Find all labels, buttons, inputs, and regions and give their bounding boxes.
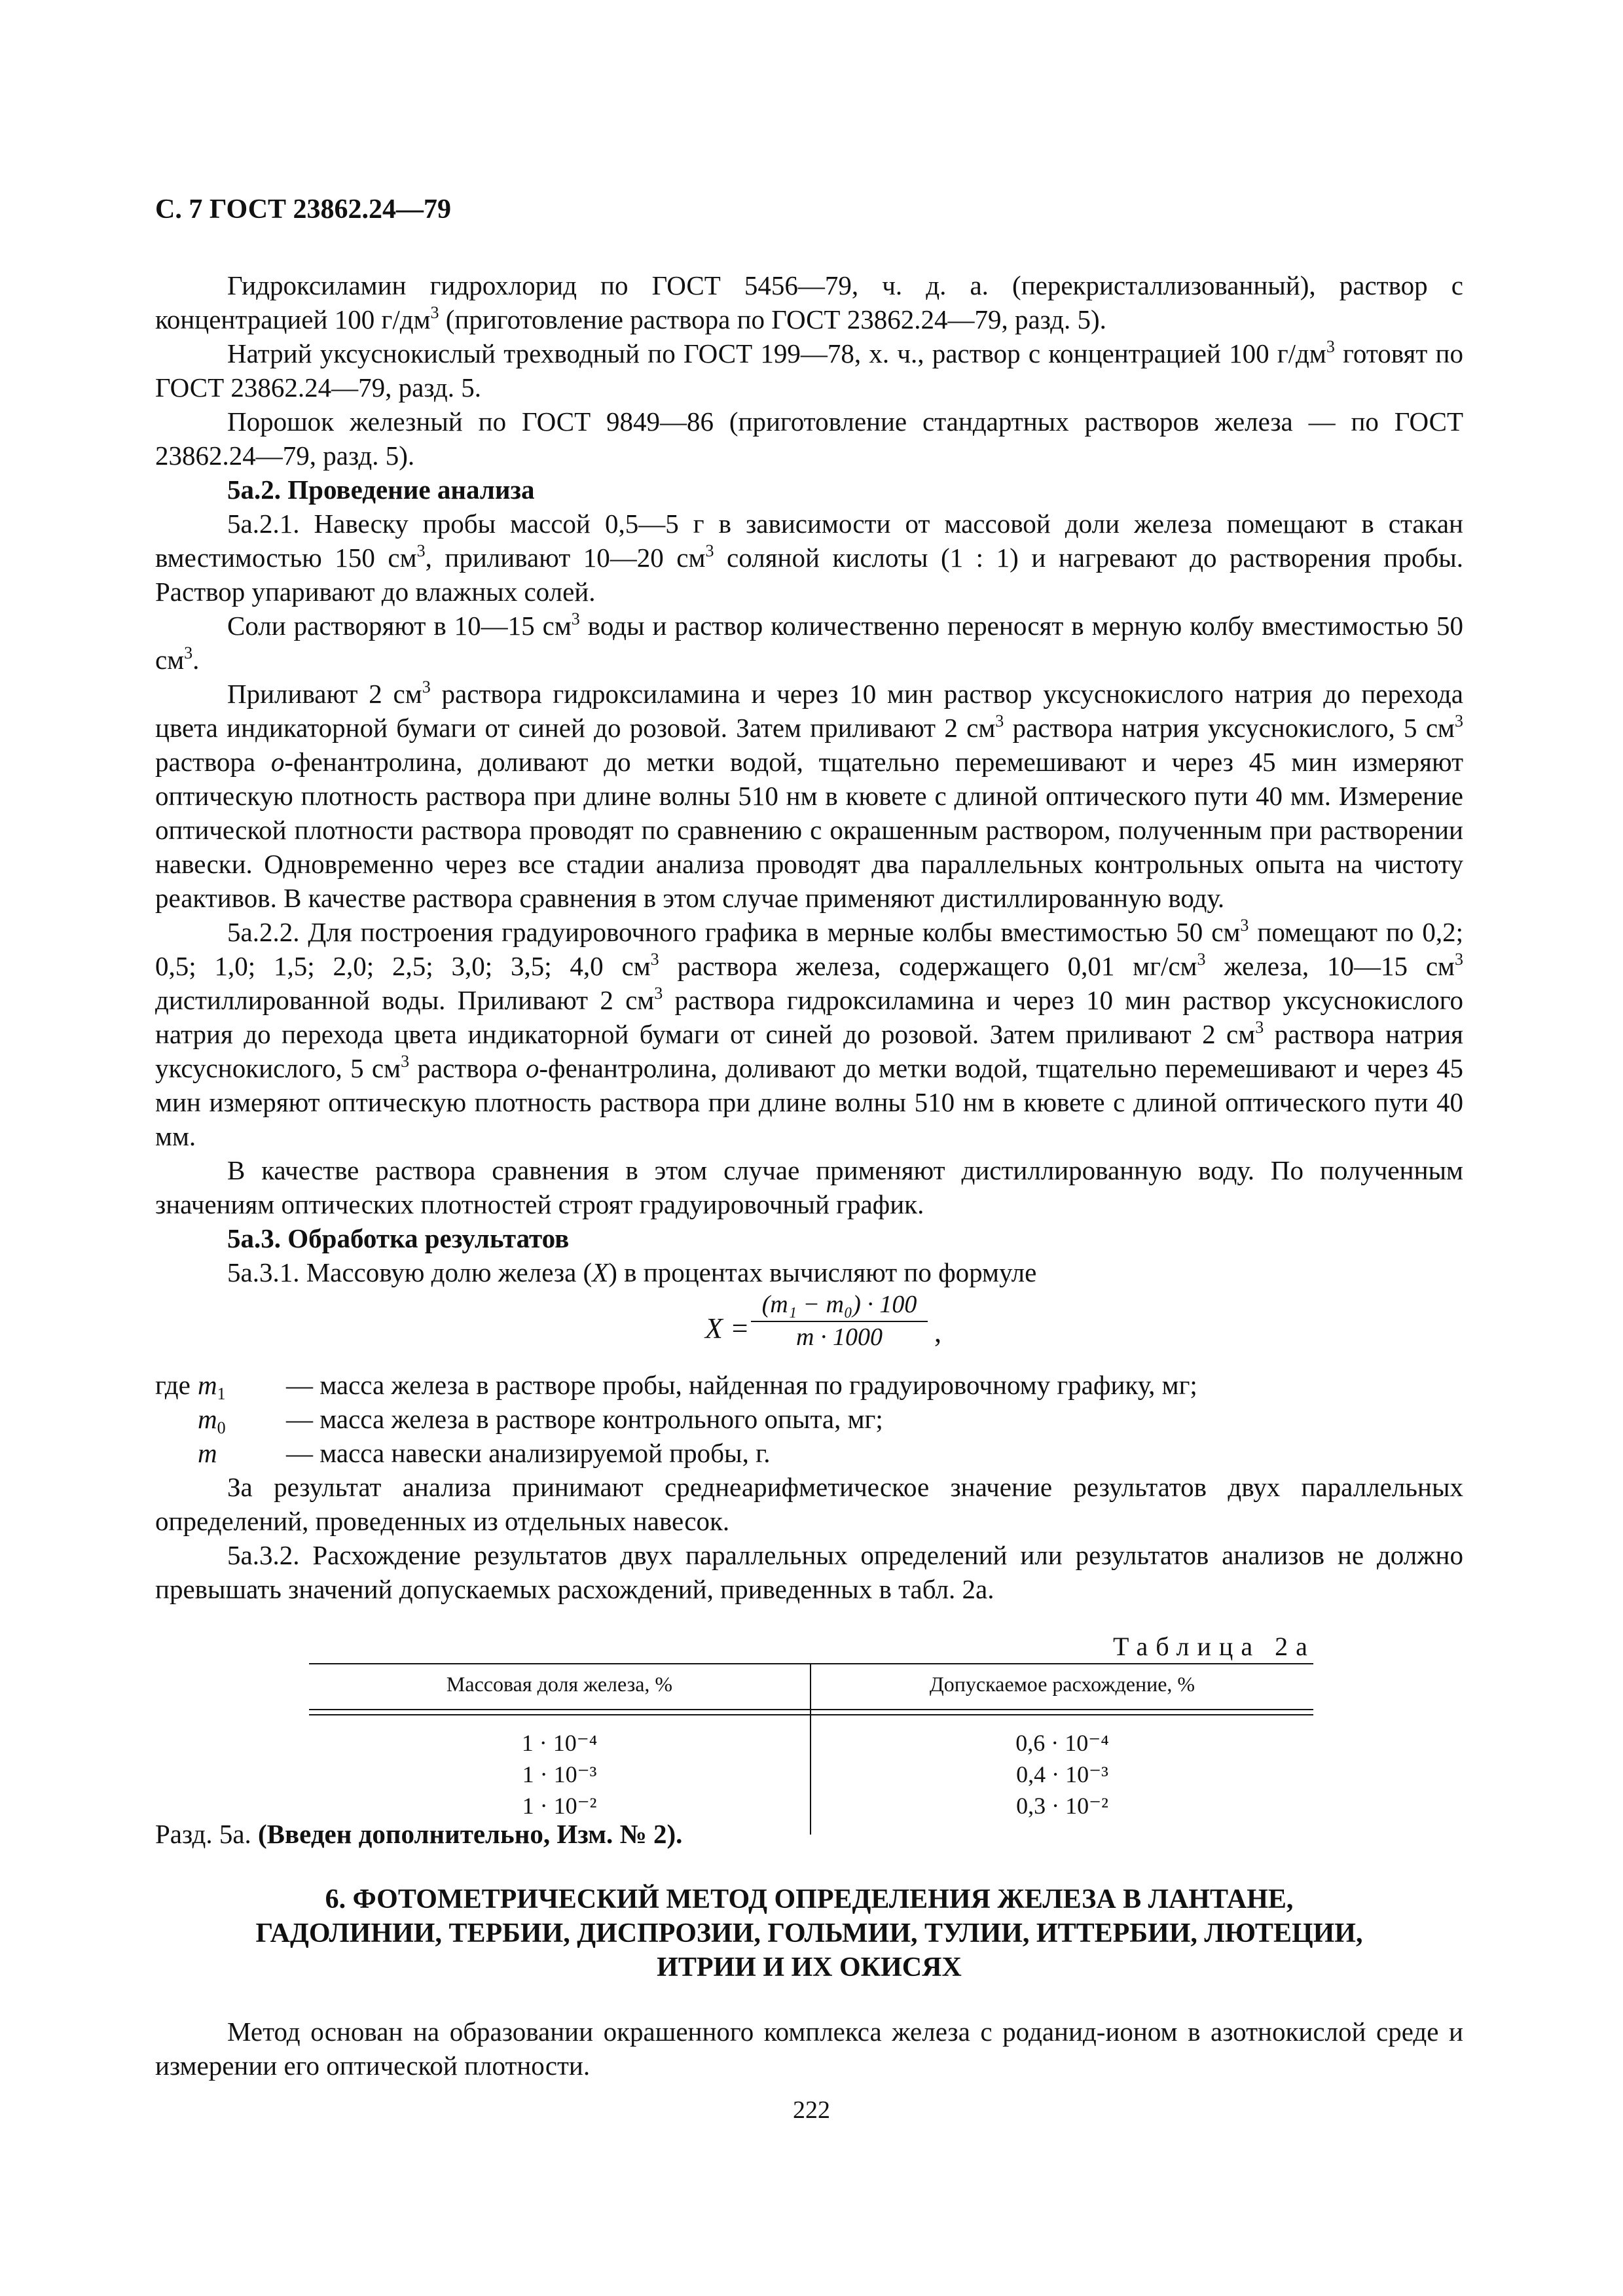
paragraph: Метод основан на образовании окрашенного комплекса железа с роданид-ионом в азотнокислой среде и измерении его оптической плотности. [155, 2017, 1463, 2081]
formula-numerator: (m₁ − m₀) · 100 [751, 1289, 928, 1322]
text-run: ) в процентах вычисляют по формуле [608, 1257, 1037, 1287]
where-prefix: где [155, 1370, 191, 1400]
formula-fraction [751, 1289, 928, 1352]
text-run: (приготовление раствора по ГОСТ 23862.24—79, разд. 5). [439, 304, 1106, 334]
superscript: 3 [401, 1052, 410, 1071]
formula-tail: , [934, 1316, 941, 1348]
italic-run: X [592, 1257, 609, 1287]
superscript: 3 [650, 950, 659, 969]
section-heading: 5а.2. Проведение анализа [227, 475, 535, 505]
text-run: раствора натрия уксуснокислого, 5 см [155, 1019, 1463, 1083]
subscript: 0 [217, 1418, 226, 1437]
amendment-note [155, 1818, 682, 1850]
table-2a [309, 1663, 1313, 1840]
table-rule [309, 1663, 1313, 1664]
table-column-mass-fraction [309, 1727, 810, 1821]
section-6-title [155, 1882, 1463, 1984]
title-line: ИТРИИ И ИХ ОКИСЯХ [657, 1952, 962, 1982]
superscript: 3 [1240, 916, 1249, 935]
text-run: готовят по ГОСТ 23862.24—79, разд. 5. [155, 338, 1463, 403]
superscript: 3 [430, 303, 439, 322]
text-run: Гидроксиламин гидрохлорид по ГОСТ 5456—79, ч. д. а. (перекристаллизованный), раствор с концентрацией 100 г/дм [155, 270, 1463, 334]
paragraph [155, 507, 1463, 609]
text-run: Приливают 2 см [227, 679, 422, 709]
text-run: помещают по 0,2; 0,5; 1,0; 1,5; 2,0; 2,5; 3,0; 3,5; 4,0 см [155, 917, 1463, 981]
text-run: раствора железа, содержащего 0,01 мг/см [659, 951, 1197, 981]
text-run: раствора [409, 1053, 526, 1083]
table-cell: 0,3 · 10⁻² [1016, 1793, 1108, 1819]
title-line: 6. ФОТОМЕТРИЧЕСКИЙ МЕТОД ОПРЕДЕЛЕНИЯ ЖЕЛЕЗА В ЛАНТАНЕ, [325, 1884, 1294, 1914]
superscript: 3 [654, 984, 663, 1003]
where-symbol [198, 1368, 226, 1402]
paragraph [155, 677, 1463, 915]
text-run: раствора гидроксиламина и через 10 мин раствор уксуснокислого натрия до перехода цвета индикаторной бумаги от синей до розовой. Затем приливают 2 см [155, 679, 1463, 743]
running-header: С. 7 ГОСТ 23862.24—79 [155, 194, 452, 224]
paragraph [155, 336, 1463, 404]
paragraph: За результат анализа принимают среднеарифметическое значение результатов двух параллельных определений, проведенных из отдельных навесок. [155, 1472, 1463, 1536]
text-run: . [192, 645, 200, 675]
superscript: 3 [1454, 711, 1463, 730]
formula-denominator: m · 1000 [796, 1323, 883, 1351]
where-line [155, 1368, 1463, 1402]
text-run: -фенантролина, доливают до метки водой, тщательно перемешивают и через 45 мин измеряют оптическую плотность раствора при длине волны 510 нм в кювете с длиной оптического пути 40 мм. Измерение оптической плотности раствора проводят по сравнению с окрашенным раствором, полученным при растворении навески. Одновременно через все стадии анализа проводят два параллельных контрольных опыта на чистоту реактивов. В качестве раствора сравнения в этом случае применяют дистиллированную воду. [155, 747, 1463, 913]
paragraph [155, 915, 1463, 1153]
superscript: 3 [1326, 337, 1335, 356]
table-cell: 1 · 10⁻⁴ [521, 1730, 598, 1756]
superscript: 3 [995, 711, 1004, 730]
text-run: дистиллированной воды. Приливают 2 см [155, 985, 655, 1015]
table-rule [309, 1709, 1313, 1710]
text-run: , приливают 10—20 см [425, 543, 706, 573]
symbol: m [198, 1404, 217, 1434]
where-description: — масса железа в растворе контрольного опыта, мг; [286, 1404, 883, 1434]
paragraph: 5а.3.2. Расхождение результатов двух параллельных определений или результатов анализов не должно превышать значений допускаемых расхождений, приведенных в табл. 2а. [155, 1540, 1463, 1604]
page-number: 222 [793, 2096, 830, 2124]
where-description: — масса навески анализируемой пробы, г. [286, 1438, 771, 1468]
table-header-mass-fraction: Массовая доля железа, % [446, 1672, 673, 1696]
table-cell: 1 · 10⁻³ [522, 1761, 597, 1787]
where-symbol [198, 1402, 226, 1436]
table-cell: 1 · 10⁻² [522, 1793, 597, 1819]
table-caption: Таблица 2а [1113, 1632, 1315, 1661]
text-run: 5а.2.2. Для построения градуировочного графика в мерные колбы вместимостью 50 см [227, 917, 1241, 947]
italic-run: о [270, 747, 285, 777]
main-text [155, 268, 1463, 1606]
bold-run: (Введен дополнительно, Изм. № 2). [258, 1819, 683, 1849]
superscript: 3 [184, 643, 193, 662]
where-line [155, 1436, 1463, 1470]
text-run: соляной кислоты (1 : 1) и нагревают до растворения пробы. Раствор упаривают до влажных солей. [155, 543, 1464, 607]
table-header-tolerance: Допускаемое расхождение, % [929, 1672, 1195, 1696]
subscript: 1 [217, 1384, 226, 1403]
italic-run: о [525, 1053, 539, 1083]
paragraph [155, 268, 1463, 336]
superscript: 3 [571, 609, 580, 628]
table-column-tolerance [811, 1727, 1313, 1821]
where-line [155, 1402, 1463, 1436]
table-rule [309, 1714, 1313, 1715]
superscript: 3 [422, 677, 431, 696]
superscript: 3 [1455, 950, 1463, 969]
text-run: раствора гидроксиламина и через 10 мин раствор уксуснокислого натрия до перехода цвета индикаторной бумаги от синей до розовой. Затем приливают 2 см [155, 985, 1463, 1049]
text-run: железа, 10—15 см [1205, 951, 1455, 981]
where-symbol [198, 1436, 217, 1470]
table-cell: 0,4 · 10⁻³ [1016, 1761, 1108, 1787]
text-run: 5а.3.1. Массовую долю железа ( [227, 1257, 593, 1287]
section-6-text [155, 2015, 1463, 2083]
text-run: раствора [155, 747, 271, 777]
where-description: — масса железа в растворе пробы, найденная по градуировочному графику, мг; [286, 1370, 1197, 1400]
paragraph [155, 1255, 1463, 1289]
section-heading: 5а.3. Обработка результатов [227, 1223, 570, 1253]
text-run: -фенантролина, доливают до метки водой, тщательно перемешивают и через 45 мин измеряют оптическую плотность раствора при длине волны 510 нм в кювете с длиной оптического пути 40 мм. [155, 1053, 1463, 1151]
text-run: 5а.2.1. Навеску пробы массой 0,5—5 г в зависимости от массовой доли железа помещают в стакан вместимостью 150 см [155, 509, 1463, 573]
title-line: ГАДОЛИНИИ, ТЕРБИИ, ДИСПРОЗИИ, ГОЛЬМИИ, ТУЛИИ, ИТТЕРБИИ, ЛЮТЕЦИИ, [255, 1918, 1363, 1948]
text-run: Натрий уксуснокислый трехводный по ГОСТ 199—78, х. ч., раствор с концентрацией 100 г/дм [227, 338, 1326, 368]
text-run: раствора натрия уксуснокислого, 5 см [1004, 713, 1455, 743]
text-run: воды и раствор количественно переносят в мерную колбу вместимостью 50 см [155, 611, 1463, 675]
formula [155, 1289, 1463, 1368]
paragraph: Порошок железный по ГОСТ 9849—86 (приготовление стандартных растворов железа — по ГОСТ 23862.24—79, разд. 5). [155, 406, 1463, 471]
superscript: 3 [1255, 1018, 1264, 1037]
symbol: m [198, 1438, 217, 1468]
symbol: m [198, 1370, 217, 1400]
paragraph: В качестве раствора сравнения в этом случае применяют дистиллированную воду. По полученным значениям оптических плотностей строят градуировочный график. [155, 1155, 1463, 1219]
text-run: Разд. 5а. [155, 1819, 259, 1849]
table-cell: 0,6 · 10⁻⁴ [1015, 1730, 1109, 1756]
paragraph [155, 609, 1463, 677]
superscript: 3 [1197, 950, 1206, 969]
text-run: Соли растворяют в 10—15 см [227, 611, 572, 641]
formula-lhs: X = [705, 1312, 750, 1344]
superscript: 3 [705, 541, 714, 560]
superscript: 3 [416, 541, 426, 560]
